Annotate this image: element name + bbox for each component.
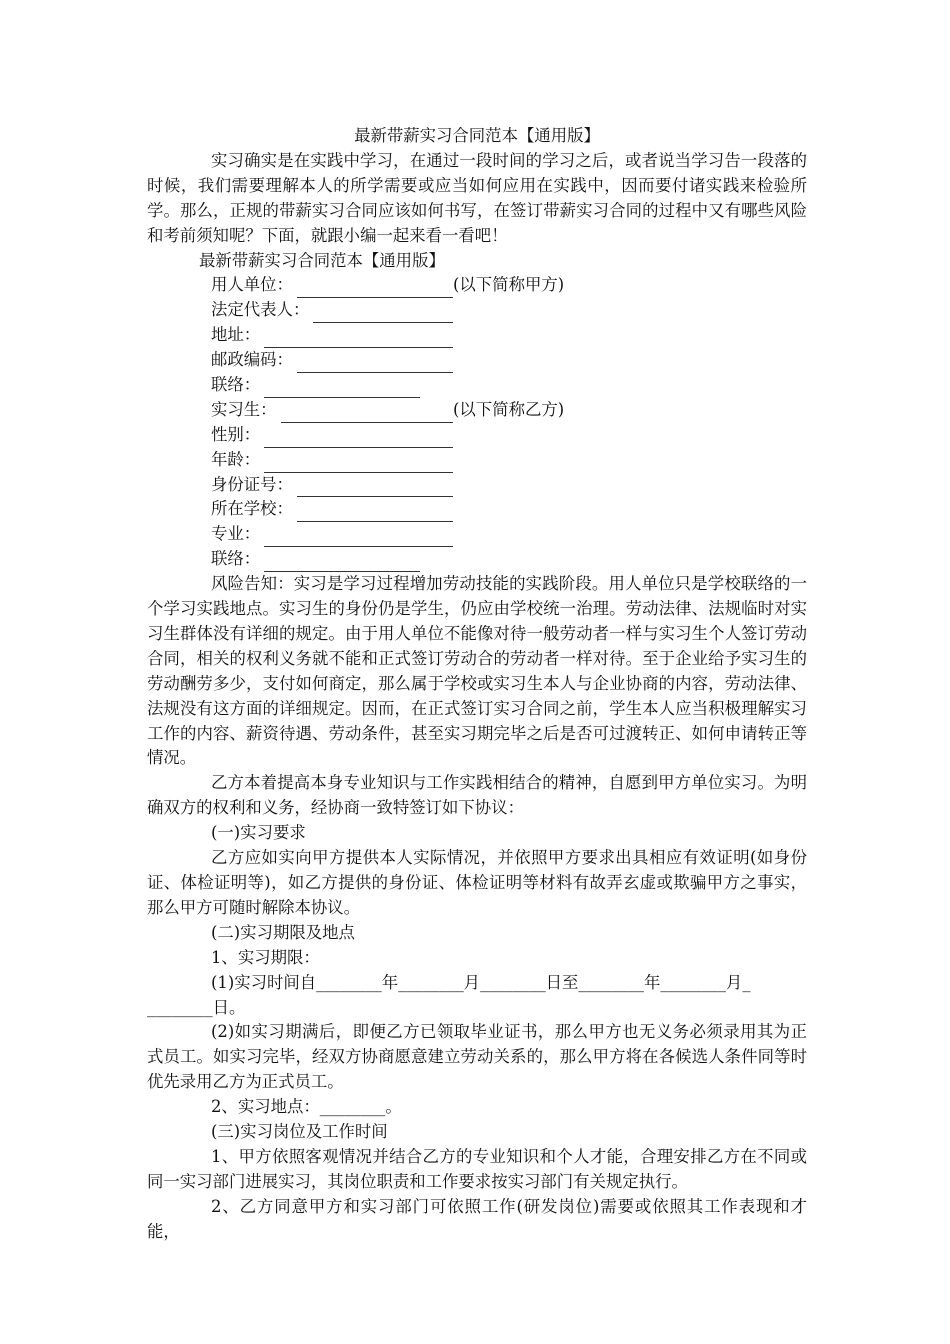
section-1-heading: (一)实习要求 [211, 823, 306, 843]
section-2-item-2: 2、实习地点：________。 [211, 1097, 402, 1117]
form-row [147, 398, 807, 423]
document-page [147, 124, 807, 1245]
internship-period-line-2: ________日。 [147, 997, 246, 1017]
section-3-item-1: 1、甲方依照客观情况并结合乙方的专业知识和个人才能，合理安排乙方在不同或同一实习部门进展实习，其岗位职责和工作要求按实习部门有关规定执行。 [147, 1146, 807, 1191]
section-3-item-2: 2、乙方同意甲方和实习部门可依照工作(研发岗位)需要或依照其工作表现和才能， [147, 1196, 807, 1241]
form-blank-line[interactable] [264, 553, 420, 572]
section-2-heading: (二)实习期限及地点 [211, 922, 355, 942]
form-label: 联络： [211, 549, 261, 569]
form-blank-line[interactable] [297, 503, 453, 522]
form-row [147, 522, 807, 547]
form-row [147, 473, 807, 498]
form-row [147, 348, 807, 373]
section-2-item-1: 1、实习期限： [211, 947, 320, 967]
form-label: 法定代表人： [211, 300, 310, 320]
document-title: 最新带薪实习合同范本【通用版】 [354, 126, 600, 145]
section-3-heading: (三)实习岗位及工作时间 [211, 1122, 388, 1142]
form-row [147, 298, 807, 323]
form-row [147, 547, 807, 572]
form-suffix: (以下简称甲方) [453, 275, 565, 295]
risk-notice-paragraph: 风险告知：实习是学习过程增加劳动技能的实践阶段。用人单位只是学校联络的一个学习实践地点。实习生的身份仍是学生，仍应由学校统一治理。劳动法律、法规临时对实习生群体没有详细的规定。由于用人单位不能像对待一般劳动者一样与实习生个人签订劳动合同，相关的权利义务就不能和正式签订劳动合的劳动者一样对待。至于企业给予实习生的劳动酬劳多少，支付如何商定，那么属于学校或实习生本人与企业协商的内容，劳动法律、法规没有这方面的详细规定。因而，在正式签订实习合同之前，学生本人应当积极理解实习工作的内容、薪资待遇、劳动条件，甚至实习期完毕之后是否可过渡转正、如何申请转正等情况。 [147, 574, 807, 768]
form-label: 实习生： [211, 399, 277, 419]
form-label: 年龄： [211, 449, 261, 469]
form-label: 用人单位： [211, 275, 293, 295]
form-label: 专业： [211, 524, 261, 544]
form-blank-line[interactable] [281, 404, 453, 423]
form-label: 身份证号： [211, 474, 293, 494]
section-1-text: 乙方应如实向甲方提供本人实际情况，并依照甲方要求出具相应有效证明(如身份证、体检证明等)，如乙方提供的身份证、体检证明等材料有故弄玄虚或欺骗甲方之事实，那么甲方可随时解除本协议。 [147, 848, 807, 917]
form-row [147, 497, 807, 522]
intro-paragraph: 实习确实是在实践中学习，在通过一段时间的学习之后，或者说当学习告一段落的时候，我们需要理解本人的所学需要或应当如何应用在实践中，因而要付诸实践来检验所学。那么，正规的带薪实习合同应该如何书写，在签订带薪实习合同的过程中又有哪些风险和考前须知呢？下面，就跟小编一起来看一看吧！ [147, 150, 807, 245]
form-blank-line[interactable] [297, 279, 453, 298]
form-row [147, 373, 807, 398]
form-label: 所在学校： [211, 499, 293, 519]
internship-period-line-1: (1)实习时间自________年________月________日至________年________月_ [211, 972, 751, 992]
section-2-item-1-2: (2)如实习期满后，即便乙方已领取毕业证书，那么甲方也无义务必须录用其为正式员工。如实习完毕，经双方协商愿意建立劳动关系的，那么甲方将在各候选人条件同等时优先录用乙方为正式员工。 [147, 1022, 807, 1092]
form-label: 地址： [211, 325, 261, 345]
form-blank-line[interactable] [264, 379, 420, 398]
form-label: 性别： [211, 424, 261, 444]
preamble-paragraph: 乙方本着提高本身专业知识与工作实践相结合的精神，自愿到甲方单位实习。为明确双方的权利和义务，经协商一致特签订如下协议： [147, 773, 807, 818]
party-info-form [147, 273, 807, 572]
form-label: 邮政编码： [211, 350, 293, 370]
form-row [147, 423, 807, 448]
form-label: 联络： [211, 374, 261, 394]
form-blank-line[interactable] [313, 304, 453, 323]
form-blank-line[interactable] [297, 354, 453, 373]
contract-subtitle: 最新带薪实习合同范本【通用版】 [199, 250, 445, 270]
form-row [147, 273, 807, 298]
form-blank-line[interactable] [264, 528, 453, 547]
form-row [147, 323, 807, 348]
form-blank-line[interactable] [264, 454, 453, 473]
form-blank-line[interactable] [264, 329, 453, 348]
form-blank-line[interactable] [297, 478, 453, 497]
form-row [147, 448, 807, 473]
form-suffix: (以下简称乙方) [453, 399, 565, 419]
form-blank-line[interactable] [264, 429, 453, 448]
